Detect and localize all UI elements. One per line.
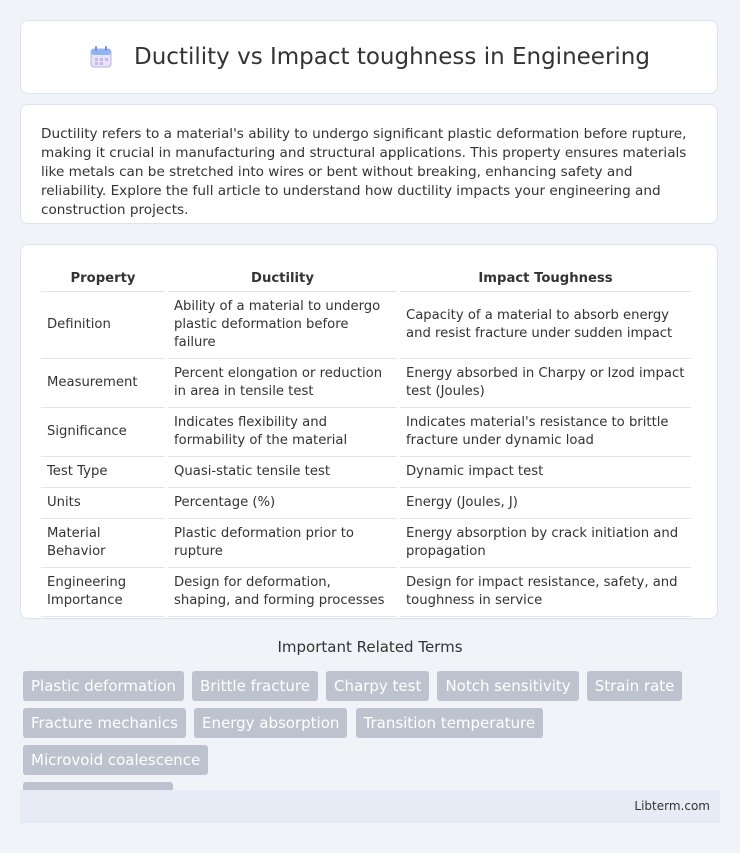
column-header-impact-toughness: Impact Toughness — [400, 265, 691, 292]
table-row — [41, 519, 691, 568]
related-term-tag[interactable]: Transition temperature — [356, 708, 544, 738]
related-term-tag[interactable]: Microvoid coalescence — [23, 745, 208, 775]
page-title: Ductility vs Impact toughness in Engineering — [134, 44, 650, 70]
column-header-property: Property — [41, 265, 165, 292]
row-property: Significance — [41, 408, 165, 457]
related-term-tag[interactable]: Strain rate — [587, 671, 683, 701]
row-ductility: Ability of a material to undergo plastic deformation before failure — [168, 292, 397, 359]
row-ductility: Plastic deformation prior to rupture — [168, 519, 397, 568]
row-impact-toughness: Energy absorption by crack initiation and propagation — [400, 519, 691, 568]
row-ductility: Quasi-static tensile test — [168, 457, 397, 488]
row-ductility: Percentage (%) — [168, 488, 397, 519]
table-row — [41, 488, 691, 519]
row-ductility: Percent elongation or reduction in area in tensile test — [168, 359, 397, 408]
footer — [20, 790, 720, 823]
row-impact-toughness: Indicates material's resistance to brittle fracture under dynamic load — [400, 408, 691, 457]
comparison-table-card — [20, 244, 718, 619]
row-impact-toughness: Energy absorbed in Charpy or Izod impact test (Joules) — [400, 359, 691, 408]
related-term-tag[interactable]: Energy absorption — [194, 708, 347, 738]
related-term-tag[interactable]: Fracture mechanics — [23, 708, 186, 738]
table-row — [41, 408, 691, 457]
row-property: Units — [41, 488, 165, 519]
calendar-icon — [88, 44, 114, 70]
related-term-tag[interactable]: Plastic deformation — [23, 671, 184, 701]
related-term-tag[interactable]: Notch sensitivity — [437, 671, 578, 701]
intro-text: Ductility refers to a material's ability to undergo significant plastic deformation before rupture, making it crucial in manufacturing and structural applications. This property ensures materials like metals can be stretched into wires or bent without breaking, enhancing safety and reliability. Explore the full article to understand how ductility impacts your engineering and construction projects. — [41, 126, 687, 218]
row-property: Material Behavior — [41, 519, 165, 568]
related-term-tag[interactable]: Brittle fracture — [192, 671, 318, 701]
table-header-row — [41, 265, 691, 292]
intro-card — [20, 104, 718, 224]
row-property: Measurement — [41, 359, 165, 408]
column-header-ductility: Ductility — [168, 265, 397, 292]
row-property: Test Type — [41, 457, 165, 488]
related-term-tag[interactable]: Charpy test — [326, 671, 429, 701]
table-row — [41, 568, 691, 617]
comparison-table — [38, 265, 694, 617]
row-impact-toughness: Energy (Joules, J) — [400, 488, 691, 519]
table-row — [41, 292, 691, 359]
table-row — [41, 457, 691, 488]
footer-site-link[interactable]: Libterm.com — [634, 799, 710, 813]
related-terms-title: Important Related Terms — [277, 638, 463, 656]
row-ductility: Indicates flexibility and formability of the material — [168, 408, 397, 457]
row-impact-toughness: Capacity of a material to absorb energy and resist fracture under sudden impact — [400, 292, 691, 359]
row-property: Definition — [41, 292, 165, 359]
row-impact-toughness: Dynamic impact test — [400, 457, 691, 488]
header-card — [20, 20, 718, 94]
row-ductility: Design for deformation, shaping, and forming processes — [168, 568, 397, 617]
row-property: Engineering Importance — [41, 568, 165, 617]
table-row — [41, 359, 691, 408]
row-impact-toughness: Design for impact resistance, safety, and toughness in service — [400, 568, 691, 617]
